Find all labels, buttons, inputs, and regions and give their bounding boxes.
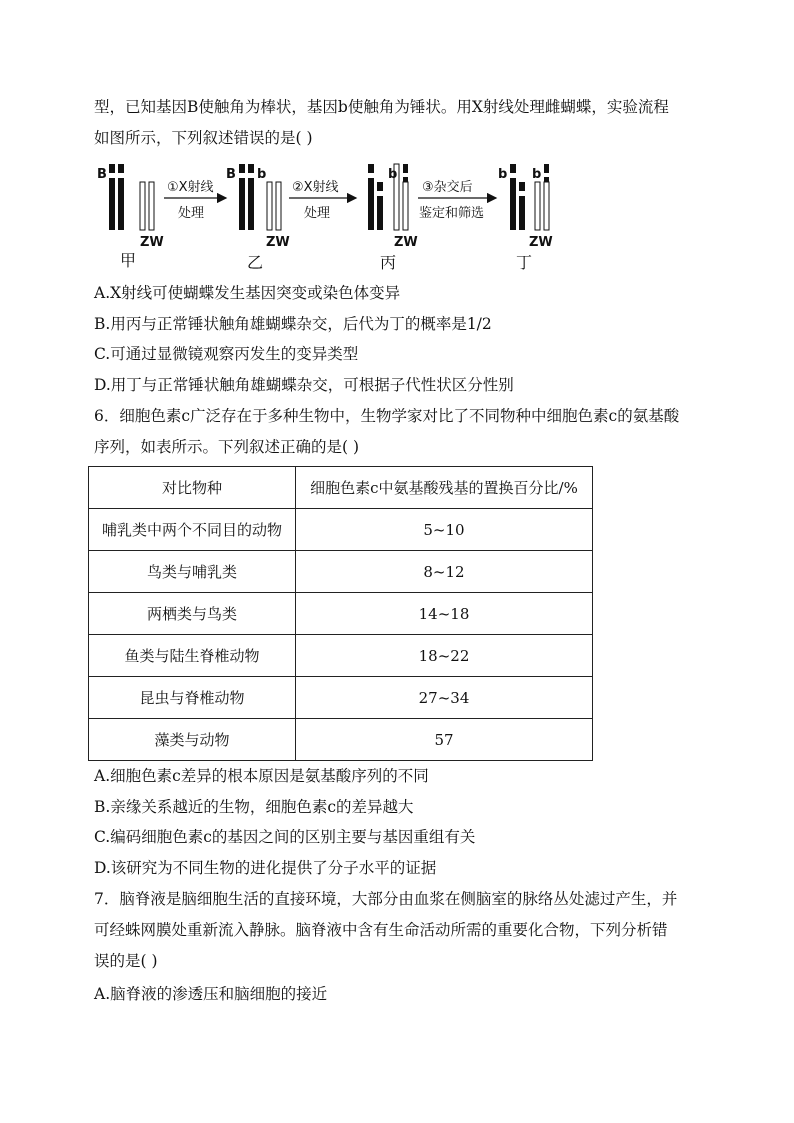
q6-stem-line2: 序列，如表所示。下列叙述正确的是( ) bbox=[94, 438, 360, 456]
q7-option-a: A.脑脊液的渗透压和脑细胞的接近 bbox=[94, 985, 328, 1003]
q6-option-c: C.编码细胞色素c的基因之间的区别主要与基因重组有关 bbox=[94, 828, 476, 846]
table-row bbox=[89, 593, 593, 635]
q5-stem-line1: 型，已知基因B使触角为棒状，基因b使触角为锤状。用X射线处理雌蝴蝶，实验流程 bbox=[94, 98, 669, 116]
chromosome-set-bing bbox=[368, 164, 418, 250]
zw-label-bing: ZW bbox=[394, 235, 418, 250]
stage-label-jia: 甲 bbox=[120, 251, 137, 270]
q5-option-b: B.用丙与正常锤状触角雄蝴蝶杂交，后代为丁的概率是1/2 bbox=[94, 315, 492, 333]
step3-bottom-label: 鉴定和筛选 bbox=[419, 206, 485, 221]
step3-top-label: ③杂交后 bbox=[422, 180, 473, 195]
q7-stem-line2: 可经蛛网膜处重新流入静脉。脑脊液中含有生命活动所需的重要化合物，下列分析错 bbox=[94, 921, 668, 939]
q5-option-a: A.X射线可使蝴蝶发生基因突变或染色体变异 bbox=[94, 284, 401, 302]
table-row bbox=[89, 719, 593, 761]
gene-label-b-ding-1: b bbox=[498, 167, 508, 182]
chromosome-mutation-figure bbox=[92, 156, 562, 274]
q6-stem-line1: 6．细胞色素c广泛存在于多种生物中，生物学家对比了不同物种中细胞色素c的氨基酸 bbox=[94, 407, 680, 425]
gene-label-B-jia: B bbox=[97, 167, 107, 182]
gene-label-B-yi: B bbox=[226, 167, 236, 182]
table-row bbox=[89, 677, 593, 719]
step1-bottom-label: 处理 bbox=[178, 206, 205, 221]
chromosome-set-ding bbox=[498, 164, 553, 250]
stage-label-yi: 乙 bbox=[247, 253, 264, 272]
table-cell: 8~12 bbox=[296, 551, 593, 593]
table-header-row bbox=[89, 467, 593, 509]
table-cell: 5~10 bbox=[296, 509, 593, 551]
table-row bbox=[89, 635, 593, 677]
chromosome-set-jia bbox=[97, 164, 164, 250]
table-cell: 哺乳类中两个不同目的动物 bbox=[89, 509, 296, 551]
q7-stem-line1: 7．脑脊液是脑细胞生活的直接环境，大部分由血浆在侧脑室的脉络丛处滤过产生，并 bbox=[94, 890, 678, 908]
table-cell: 27~34 bbox=[296, 677, 593, 719]
stage-label-bing: 丙 bbox=[380, 253, 397, 272]
table-cell: 鱼类与陆生脊椎动物 bbox=[89, 635, 296, 677]
table-cell: 昆虫与脊椎动物 bbox=[89, 677, 296, 719]
gene-label-b-bing: b bbox=[388, 167, 398, 182]
q5-option-c: C.可通过显微镜观察丙发生的变异类型 bbox=[94, 345, 359, 363]
q5-option-d: D.用丁与正常锤状触角雄蝴蝶杂交，可根据子代性状区分性别 bbox=[94, 376, 514, 394]
chromosome-set-yi bbox=[226, 164, 290, 250]
q6-option-a: A.细胞色素c差异的根本原因是氨基酸序列的不同 bbox=[94, 767, 429, 785]
table-cell: 两栖类与鸟类 bbox=[89, 593, 296, 635]
table-cell: 鸟类与哺乳类 bbox=[89, 551, 296, 593]
step2-bottom-label: 处理 bbox=[304, 206, 331, 221]
q6-option-d: D.该研究为不同生物的进化提供了分子水平的证据 bbox=[94, 859, 437, 877]
table-header-percent: 细胞色素c中氨基酸残基的置换百分比/% bbox=[296, 467, 593, 509]
table-cell: 18~22 bbox=[296, 635, 593, 677]
zw-label-jia: ZW bbox=[140, 235, 164, 250]
table-row bbox=[89, 551, 593, 593]
step1-top-label: ①X射线 bbox=[167, 180, 214, 195]
step2-top-label: ②X射线 bbox=[292, 180, 339, 195]
table-header-species: 对比物种 bbox=[89, 467, 296, 509]
table-row bbox=[89, 509, 593, 551]
stage-label-ding: 丁 bbox=[516, 253, 533, 272]
q7-stem-line3: 误的是( ) bbox=[94, 952, 158, 970]
zw-label-yi: ZW bbox=[266, 235, 290, 250]
cytochrome-comparison-table bbox=[88, 466, 593, 761]
q6-option-b: B.亲缘关系越近的生物，细胞色素c的差异越大 bbox=[94, 798, 414, 816]
table-cell: 57 bbox=[296, 719, 593, 761]
table-cell: 14~18 bbox=[296, 593, 593, 635]
gene-label-b-yi: b bbox=[257, 167, 267, 182]
zw-label-ding: ZW bbox=[529, 235, 553, 250]
gene-label-b-ding-2: b bbox=[532, 167, 542, 182]
q5-stem-line2: 如图所示，下列叙述错误的是( ) bbox=[94, 129, 313, 147]
table-cell: 藻类与动物 bbox=[89, 719, 296, 761]
